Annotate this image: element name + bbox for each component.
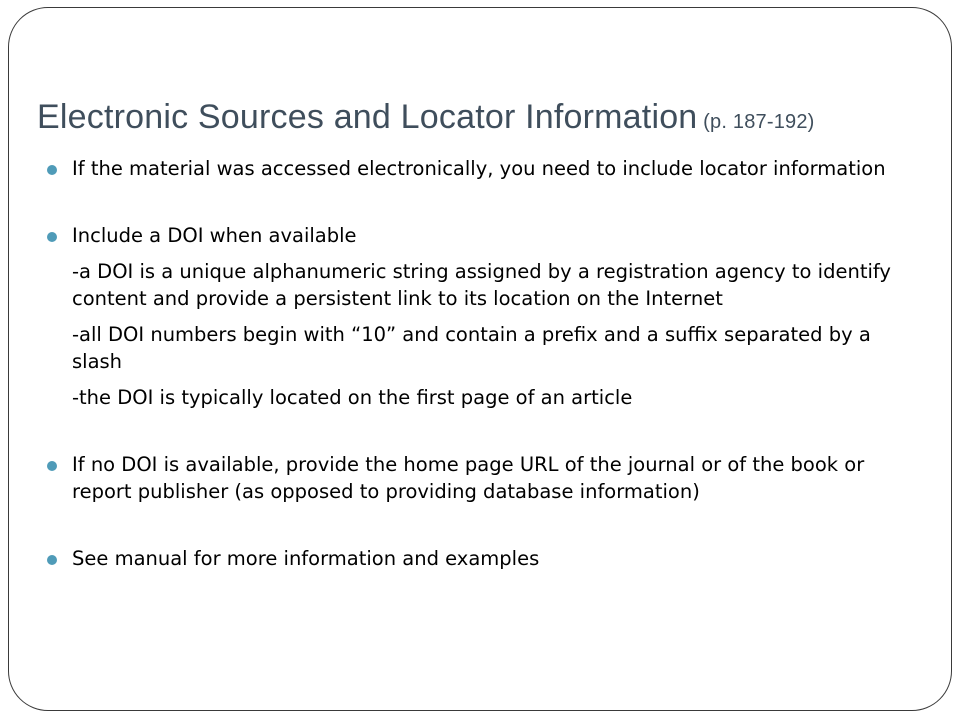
bullet-item <box>44 545 904 572</box>
bullet-dot-icon <box>47 461 57 471</box>
bullet-dot-icon <box>47 165 57 175</box>
bullet-item <box>44 451 904 505</box>
title-page-reference: (p. 187-192) <box>697 111 815 133</box>
sub-item: -all DOI numbers begin with “10” and contain a prefix and a suffix separated by a slash <box>72 323 871 373</box>
bullet-item <box>44 222 904 249</box>
bullet-item <box>44 155 904 182</box>
bullet-dot-icon <box>47 555 57 565</box>
title-text: Electronic Sources and Locator Information <box>37 98 698 136</box>
slide-content <box>44 155 904 572</box>
slide-title <box>37 98 815 137</box>
bullet-text: If no DOI is available, provide the home page URL of the journal or of the book or report publisher (as opposed to providing database information) <box>72 453 865 503</box>
sub-item: -the DOI is typically located on the first page of an article <box>72 386 633 409</box>
bullet-dot-icon <box>47 232 57 242</box>
bullet-text: If the material was accessed electronically, you need to include locator information <box>72 157 886 180</box>
bullet-text: Include a DOI when available <box>72 224 357 247</box>
bullet-text: See manual for more information and examples <box>72 547 540 570</box>
sub-item: -a DOI is a unique alphanumeric string assigned by a registration agency to identify content and provide a persistent link to its location on the Internet <box>72 260 891 310</box>
